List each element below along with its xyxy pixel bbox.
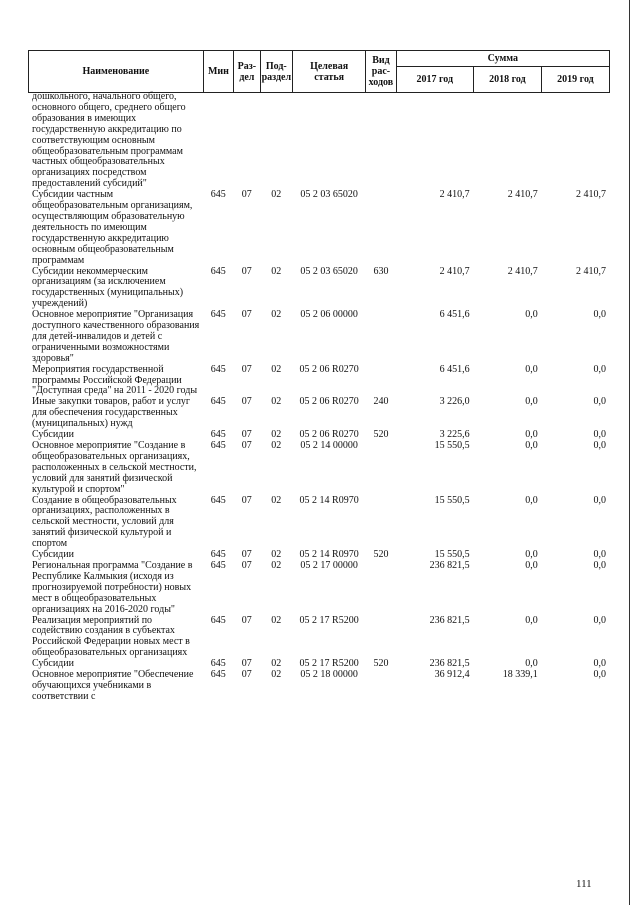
cell-razdel: 07 [241, 265, 252, 277]
cell-y2019: 0,0 [593, 396, 606, 408]
cell-vid [366, 92, 397, 190]
cell-y2018: 0,0 [525, 614, 538, 626]
table-row [28, 190, 610, 266]
cell-y2019: 0,0 [593, 658, 606, 670]
table-row [28, 561, 610, 616]
cell-y2019: 0,0 [593, 614, 606, 626]
cell-name: Создание в общеобразовательных организациях, расположенных в сельской местности, условий для занятий физической культурой и спортом [32, 494, 177, 550]
cell-vid [366, 670, 397, 703]
cell-name: Субсидии некоммерческим организациям (за исключением государственных (муниципальных) учреждений) [32, 265, 184, 310]
cell-statya: 05 2 14 00000 [300, 440, 358, 451]
cell-name: Основное мероприятие "Организация доступного качественного образования для детей-инвалидов и детей с ограниченными возможностями здоровья" [32, 309, 200, 364]
cell-razdel: 07 [241, 396, 252, 408]
table-row [28, 365, 610, 398]
cell-y2017 [396, 92, 473, 190]
cell-y2017: 15 550,5 [434, 440, 470, 451]
cell-y2018: 2 410,7 [507, 265, 538, 277]
page-number: 111 [576, 878, 592, 890]
cell-name: дошкольного, начального общего, основного общего, среднего общего образования в имеющих государственную аккредитацию по соответствующим основным общеобразовательным программам частных общеобразовательных организациях посредством предоставлений субсидий" [32, 91, 186, 190]
cell-podrazdel: 02 [271, 396, 282, 408]
cell-podrazdel [260, 92, 293, 190]
cell-vid [366, 441, 397, 496]
cell-y2018: 0,0 [525, 363, 538, 375]
cell-podrazdel: 02 [271, 429, 282, 441]
cell-vid [366, 310, 397, 365]
cell-min: 645 [210, 429, 226, 441]
header-podrazdel: Под- раздел [260, 51, 293, 93]
cell-podrazdel: 02 [271, 549, 282, 561]
cell-name: Субсидии частным общеобразовательным организациям, осуществляющим образовательную деятельность по имеющим государственную аккредитацию основным общеобразовательным программам [32, 189, 193, 266]
cell-razdel: 07 [241, 189, 252, 201]
header-razdel: Раз- дел [234, 51, 260, 93]
cell-y2018: 0,0 [525, 559, 538, 571]
cell-y2017: 15 550,5 [434, 494, 470, 506]
cell-y2017: 6 451,6 [439, 309, 470, 321]
cell-min: 645 [210, 265, 226, 277]
table-row [28, 441, 610, 496]
cell-name: Субсидии [32, 658, 74, 670]
cell-min: 645 [210, 549, 226, 561]
cell-razdel: 07 [241, 429, 252, 441]
cell-razdel [234, 92, 260, 190]
cell-y2018: 2 410,7 [507, 189, 538, 201]
cell-y2017: 3 225,6 [439, 429, 470, 441]
cell-y2019: 0,0 [593, 549, 606, 561]
cell-y2018: 0,0 [525, 396, 538, 408]
cell-razdel: 07 [241, 559, 252, 571]
cell-y2018 [474, 92, 542, 190]
cell-podrazdel: 02 [271, 189, 282, 201]
cell-y2017: 236 821,5 [429, 614, 470, 626]
cell-podrazdel: 02 [271, 658, 282, 670]
cell-y2019: 2 410,7 [576, 189, 606, 201]
cell-podrazdel: 02 [271, 494, 282, 506]
header-min: Мин [203, 51, 233, 93]
cell-y2017: 236 821,5 [429, 658, 470, 670]
cell-statya: 05 2 06 R0270 [299, 396, 359, 408]
cell-statya [293, 92, 366, 190]
cell-statya: 05 2 06 R0270 [299, 429, 359, 441]
cell-name: Реализация мероприятий по содействию создания в субъектах Российской Федерации новых мест в общеобразовательных организациях [32, 614, 190, 659]
cell-razdel: 07 [241, 363, 252, 375]
cell-y2017: 2 410,7 [439, 189, 470, 201]
cell-vid: 240 [373, 396, 389, 408]
cell-y2018: 0,0 [525, 549, 538, 561]
cell-podrazdel: 02 [271, 669, 282, 681]
page-edge-line [629, 0, 630, 905]
cell-y2017: 6 451,6 [439, 363, 470, 375]
cell-min: 645 [210, 494, 226, 506]
cell-name: Основное мероприятие "Создание в общеобразовательных организациях, расположенных в сельской местности, условий для занятий физической культурой и спортом" [32, 440, 197, 495]
cell-min: 645 [210, 658, 226, 670]
table-row [28, 267, 610, 311]
cell-y2017: 15 550,5 [434, 549, 470, 561]
cell-y2017: 236 821,5 [429, 559, 470, 571]
cell-vid: 520 [373, 658, 389, 670]
cell-y2019: 0,0 [593, 559, 606, 571]
cell-y2017: 2 410,7 [439, 265, 470, 277]
cell-podrazdel: 02 [271, 559, 282, 571]
cell-y2019: 0,0 [593, 363, 606, 375]
cell-statya: 05 2 14 R0970 [299, 549, 359, 561]
cell-razdel: 07 [241, 549, 252, 561]
cell-y2018: 0,0 [525, 429, 538, 441]
cell-name: Иные закупки товаров, работ и услуг для обеспечения государственных (муниципальных) нужд [32, 396, 191, 430]
cell-y2018: 0,0 [525, 658, 538, 670]
cell-name: Основное мероприятие "Обеспечение обучающихся учебниками в соответствии с [32, 669, 194, 702]
cell-name: Субсидии [32, 429, 74, 441]
cell-y2018: 0,0 [525, 440, 538, 451]
cell-y2017: 3 226,0 [439, 396, 470, 408]
cell-name: Мероприятия государственной программы Российской Федерации "Доступная среда" на 2011 - 2020 годы [32, 363, 198, 397]
cell-min: 645 [210, 440, 226, 451]
header-name: Наименование [29, 51, 204, 93]
cell-statya: 05 2 14 R0970 [299, 494, 359, 506]
cell-statya: 05 2 17 00000 [300, 559, 358, 571]
cell-statya: 05 2 17 R5200 [299, 658, 359, 670]
table-row [28, 616, 610, 660]
budget-table [28, 92, 610, 703]
cell-y2019: 0,0 [593, 494, 606, 506]
cell-razdel: 07 [241, 440, 252, 451]
cell-vid [366, 616, 397, 660]
cell-vid [366, 365, 397, 398]
cell-podrazdel: 02 [271, 265, 282, 277]
cell-statya: 05 2 03 65020 [300, 265, 358, 277]
cell-vid: 520 [373, 429, 389, 441]
cell-y2019: 2 410,7 [576, 265, 606, 277]
table-row [28, 92, 610, 190]
cell-razdel: 07 [241, 669, 252, 681]
table-row [28, 670, 610, 703]
cell-y2019: 0,0 [593, 669, 606, 681]
cell-y2019 [542, 92, 610, 190]
cell-podrazdel: 02 [271, 440, 282, 451]
table-row [28, 397, 610, 430]
cell-vid: 520 [373, 549, 389, 561]
cell-statya: 05 2 06 00000 [300, 309, 358, 321]
cell-vid: 630 [373, 265, 389, 277]
cell-statya: 05 2 03 65020 [300, 189, 358, 201]
cell-y2019: 0,0 [593, 309, 606, 321]
cell-min: 645 [210, 189, 226, 201]
header-vid: Вид рас- ходов [366, 51, 396, 93]
cell-min: 645 [210, 559, 226, 571]
cell-vid [366, 190, 397, 266]
table-row [28, 496, 610, 551]
cell-min: 645 [210, 363, 226, 375]
cell-min: 645 [210, 309, 226, 321]
header-statya: Целевая статья [293, 51, 366, 93]
cell-y2019: 0,0 [593, 440, 606, 451]
header-2018: 2018 год [473, 67, 541, 93]
cell-podrazdel: 02 [271, 614, 282, 626]
cell-name: Субсидии [32, 549, 74, 561]
cell-name: Региональная программа "Создание в Республике Калмыкия (исходя из прогнозируемой потребности) новых мест в общеобразовательных организациях на 2016-2020 годы" [32, 559, 193, 615]
header-2019: 2019 год [541, 67, 609, 93]
cell-min: 645 [210, 614, 226, 626]
cell-y2018: 0,0 [525, 309, 538, 321]
cell-podrazdel: 02 [271, 363, 282, 375]
table-header [28, 50, 610, 93]
cell-razdel: 07 [241, 309, 252, 321]
header-summa: Сумма [396, 51, 609, 67]
cell-vid [366, 496, 397, 551]
cell-y2017: 36 912,4 [434, 669, 470, 681]
cell-razdel: 07 [241, 614, 252, 626]
cell-min: 645 [210, 396, 226, 408]
table-row [28, 310, 610, 365]
cell-statya: 05 2 06 R0270 [299, 363, 359, 375]
cell-y2018: 18 339,1 [502, 669, 538, 681]
cell-min [203, 92, 234, 190]
cell-statya: 05 2 17 R5200 [299, 614, 359, 626]
cell-podrazdel: 02 [271, 309, 282, 321]
cell-razdel: 07 [241, 658, 252, 670]
cell-y2018: 0,0 [525, 494, 538, 506]
cell-min: 645 [210, 669, 226, 681]
header-2017: 2017 год [396, 67, 473, 93]
cell-vid [366, 561, 397, 616]
cell-y2019: 0,0 [593, 429, 606, 441]
cell-razdel: 07 [241, 494, 252, 506]
cell-statya: 05 2 18 00000 [300, 669, 358, 681]
